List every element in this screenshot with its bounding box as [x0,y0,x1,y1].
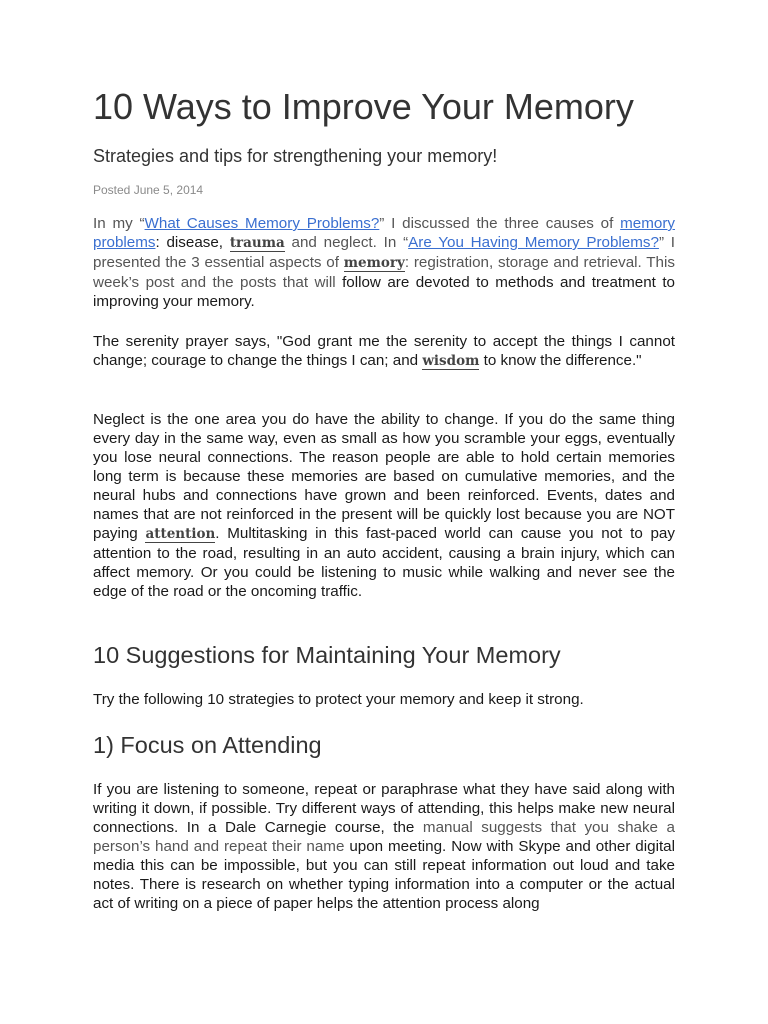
term-wisdom[interactable]: wisdom [422,353,480,369]
article-title: 10 Ways to Improve Your Memory [93,86,634,127]
term-memory[interactable]: memory [343,255,405,271]
focus-text: upon meeting. Now with Skype and other digital media this can be impossible, but you can still repeat information out loud and take notes. There is research on whether typing information into a computer or the actual act of writing on a piece of paper helps the attention process along [93,838,675,912]
intro-paragraph [93,214,675,311]
neglect-text: . Multitasking in this fast-paced world can cause you not to pay attention to the road, resulting in an auto accident, causing a brain injury, which can affect memory. Or you could be listening to music while walking and never see the edge of the road or the oncoming traffic. [93,525,675,600]
link-what-causes-memory-problems[interactable]: What Causes Memory Problems? [144,215,380,232]
serenity-paragraph [93,332,675,371]
term-attention[interactable]: attention [145,526,216,542]
serenity-text: The serenity prayer says, "God grant me the serenity to accept the things I cannot change; courage to change the things I can; and [93,333,675,369]
intro-text: : disease, [155,234,230,251]
intro-text: ” I presented the 3 essential aspects of [93,234,675,271]
intro-text: and neglect. In “ [284,234,409,251]
serenity-text: to know the difference." [479,352,642,369]
intro-text: ” I discussed the three causes of [379,215,621,232]
neglect-text: Neglect is the one area you do have the ability to change. If you do the same thing every day in the same way, even as small as how you scramble your eggs, eventually you lose neural connections. The reason people are able to hold certain memories long term is because these memories are based on cumulative memories, and the neural hubs and connections have grown and been reinforced. Events, dates and names that are not reinforced in the present will be quickly lost because you are NOT paying [93,411,675,542]
focus-paragraph [93,780,675,913]
article-subtitle: Strategies and tips for strengthening your memory! [93,146,498,166]
intro-text: follow are devoted to methods and treatment to improving your memory. [93,274,675,310]
term-trauma[interactable]: trauma [229,235,285,251]
suggestions-paragraph: Try the following 10 strategies to protect your memory and keep it strong. [93,691,584,708]
link-memory-problems[interactable]: memory problems [93,215,675,251]
focus-text: manual suggests that you shake a person’s hand and repeat their name [93,819,675,855]
post-date: Posted June 5, 2014 [93,183,204,197]
intro-text: : registration, storage and retrieval. This week’s post and the posts that will [93,254,675,291]
focus-heading: 1) Focus on Attending [93,732,322,758]
link-are-you-having-memory-problems[interactable]: Are You Having Memory Problems? [408,234,659,251]
intro-text: In my “ [93,215,145,232]
neglect-paragraph [93,410,675,601]
focus-text: If you are listening to someone, repeat or paraphrase what they have said along with writing it down, if possible. Try different ways of attending, this helps make new neural connections. In a Dale Carnegie course, the [93,781,675,836]
suggestions-heading: 10 Suggestions for Maintaining Your Memory [93,642,561,668]
